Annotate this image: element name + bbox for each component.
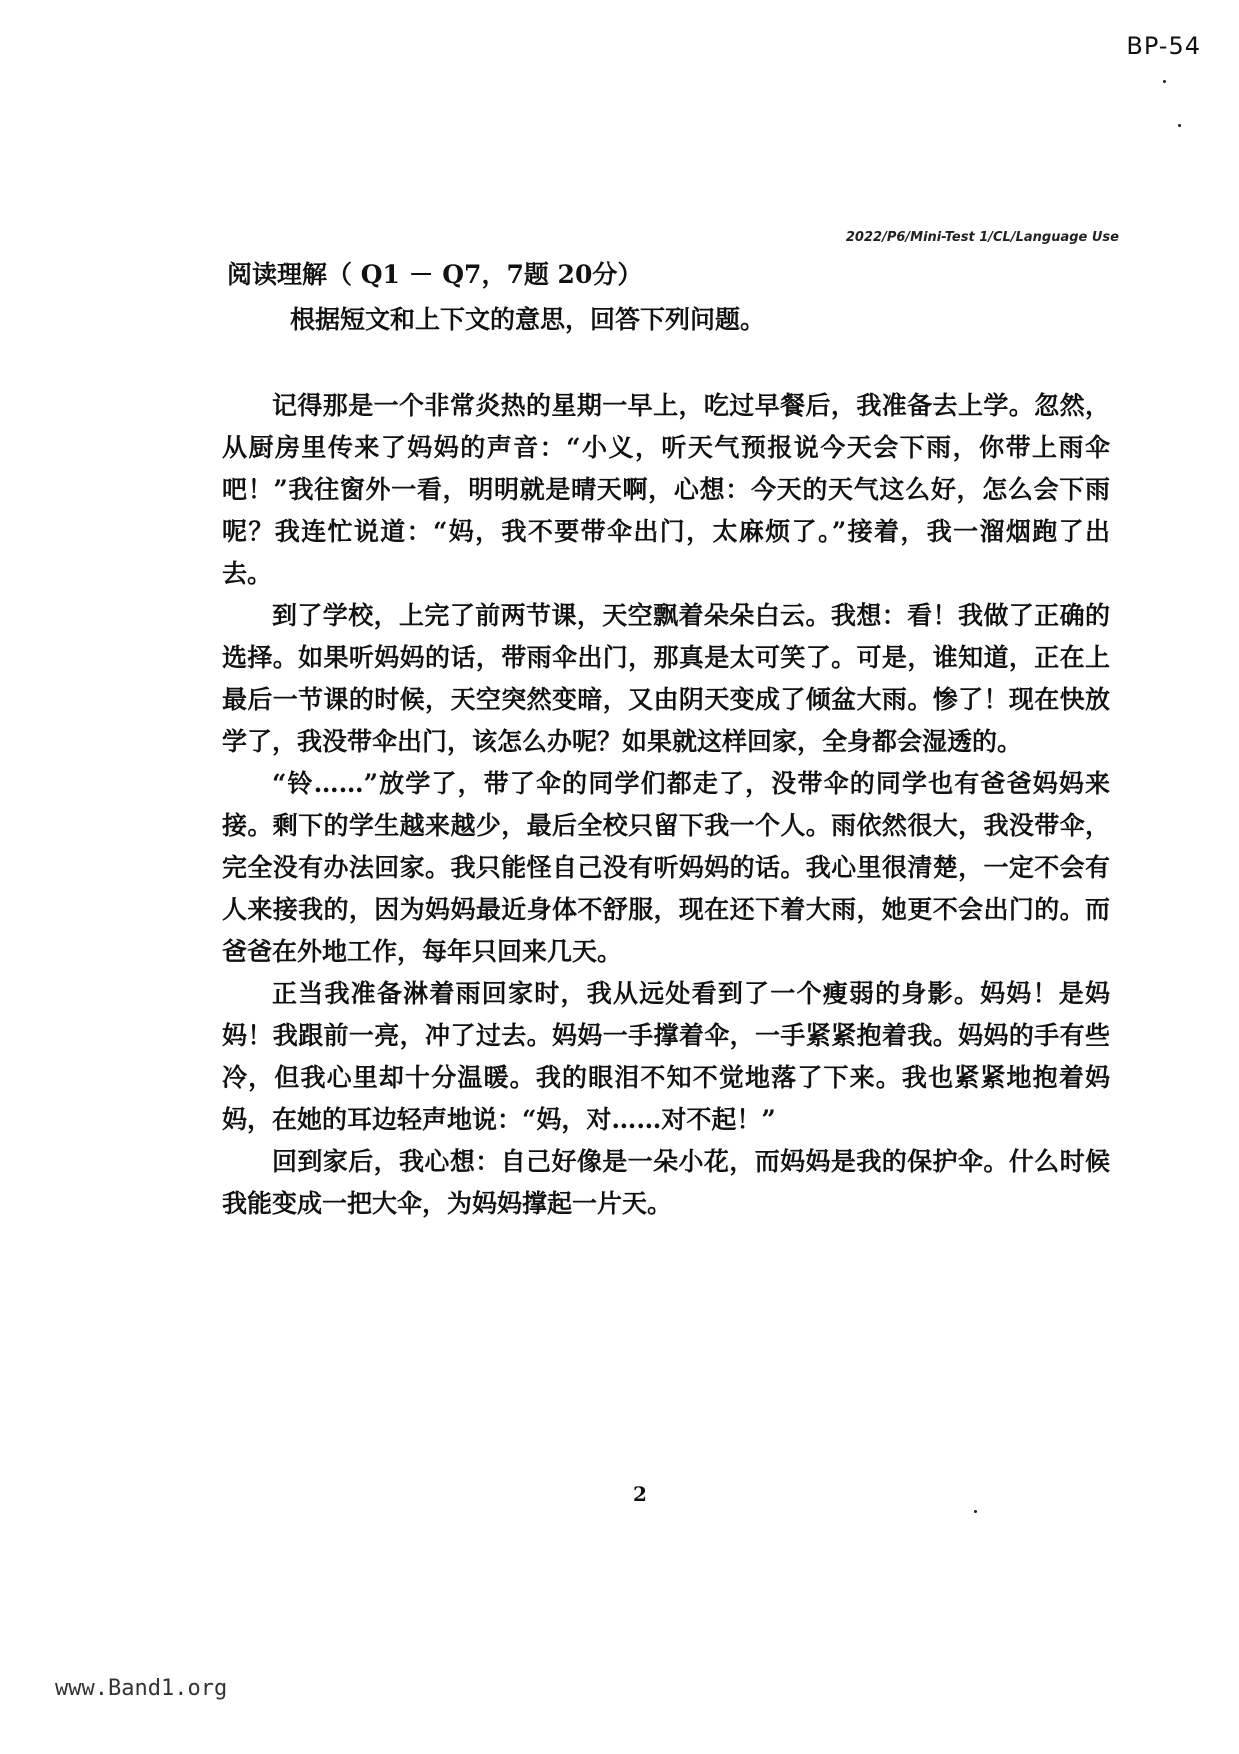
- scan-speck: [1178, 124, 1181, 127]
- watermark-text: www.Band1.org: [55, 1676, 228, 1701]
- instruction-text: 根据短文和上下文的意思，回答下列问题。: [290, 305, 766, 334]
- reading-passage: [222, 385, 1110, 1225]
- passage-paragraph-5: 回到家后，我心想：自己好像是一朵小花，而妈妈是我的保护伞。什么时候我能变成一把大伞，为妈妈撑起一片天。: [222, 1147, 1110, 1218]
- passage-paragraph-3: “铃……”放学了，带了伞的同学们都走了，没带伞的同学也有爸爸妈妈来接。剩下的学生越来越少，最后全校只留下我一个人。雨依然很大，我没带伞，完全没有办法回家。我只能怪自己没有听妈妈的话。我心里很清楚，一定不会有人来接我的，因为妈妈最近身体不舒服，现在还下着大雨，她更不会出门的。而爸爸在外地工作，每年只回来几天。: [222, 769, 1110, 966]
- exam-header-code: 2022/P6/Mini-Test 1/CL/Language Use: [845, 230, 1119, 245]
- page-code: BP-54: [1126, 32, 1201, 60]
- scan-speck: [1163, 80, 1166, 83]
- page-number: 2: [633, 1482, 647, 1506]
- section-title: 阅读理解（ Q1 － Q7，7题 20分）: [227, 260, 643, 289]
- scan-speck: [974, 1510, 977, 1513]
- passage-paragraph-4: 正当我准备淋着雨回家时，我从远处看到了一个瘦弱的身影。妈妈！是妈妈！我跟前一亮，冲了过去。妈妈一手撑着伞，一手紧紧抱着我。妈妈的手有些冷，但我心里却十分温暖。我的眼泪不知不觉地落了下来。我也紧紧地抱着妈妈，在她的耳边轻声地说：“妈，对……对不起！”: [222, 979, 1110, 1134]
- passage-paragraph-2: 到了学校，上完了前两节课，天空飘着朵朵白云。我想：看！我做了正确的选择。如果听妈妈的话，带雨伞出门，那真是太可笑了。可是，谁知道，正在上最后一节课的时候，天空突然变暗，又由阴天变成了倾盆大雨。惨了！现在快放学了，我没带伞出门，该怎么办呢？如果就这样回家，全身都会湿透的。: [222, 601, 1110, 756]
- passage-paragraph-1: 记得那是一个非常炎热的星期一早上，吃过早餐后，我准备去上学。忽然，从厨房里传来了妈妈的声音：“小义，听天气预报说今天会下雨，你带上雨伞吧！”我往窗外一看，明明就是晴天啊，心想：今天的天气这么好，怎么会下雨呢？我连忙说道：“妈，我不要带伞出门，太麻烦了。”接着，我一溜烟跑了出去。: [222, 391, 1110, 588]
